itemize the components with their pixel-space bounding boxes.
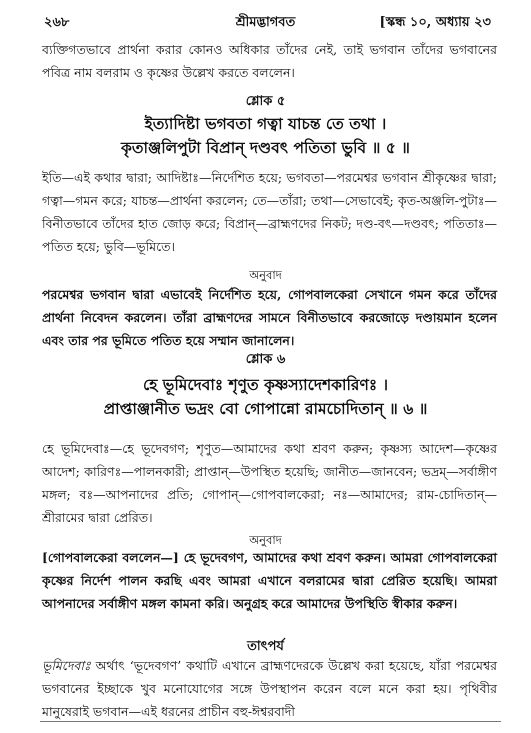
- purport-heading: তাৎপর্য: [247, 639, 284, 654]
- verse-5-translation: [42, 283, 497, 352]
- verse-6-line-2: প্রাপ্তাঞ্জানীত ভদ্রং বো গোপান্নো রামচোদিতান্ ॥ ৬ ॥: [103, 399, 428, 418]
- verse-6-translation: [42, 546, 497, 615]
- verse-5-translation-text: পরমেশ্বর ভগবান দ্বারা এভাবেই নির্দেশিত হয়ে, গোপবালকেরা সেখানে গমন করে তাঁদের প্রার্থনা নিবেদন করলেন। তাঁরা ব্রাহ্মণদের সামনে বিনীতভাবে করজোড়ে দণ্ডায়মান হলেন এবং তার পর ভূমিতে পতিত হয়ে সম্মান জানালেন।: [42, 287, 497, 348]
- verse-5-heading: শ্লোক ৫: [245, 94, 286, 109]
- purport-paragraph: [42, 654, 497, 723]
- verse-6-sanskrit: [0, 373, 531, 421]
- verse-6-translation-heading: অনুবাদ: [249, 533, 282, 547]
- verse-6-synonyms-text: হে ভূমিদেবাঃ—হে ভূদেবগণ; শৃণুত—আমাদের কথা শ্রবণ করুন; কৃষ্ণস্য আদেশ—কৃষ্ণের আদেশ; কারিণঃ—পালনকারী; প্রাপ্তান্—উপস্থিত হয়েছি; জানীত—জানবেন; ভদ্রম্—সর্বাঙ্গীণ মঙ্গল; বঃ—আপনাদের প্রতি; গোপান্—গোপবালকেরা; নঃ—আমাদের; রাম-চোদিতান্—শ্রীরামের দ্বারা প্রেরিত।: [42, 441, 497, 525]
- verse-5-translation-heading: অনুবাদ: [249, 268, 282, 282]
- verse-5-line-1: ইত্যাদিষ্টা ভগবতা গত্বা যাচন্ত তে তথা ।: [144, 114, 387, 133]
- book-title: শ্রীমদ্ভাগবত: [235, 15, 296, 30]
- verse-5-synonyms: [42, 166, 497, 258]
- chapter-location: [স্কন্ধ ১০, অধ্যায় ২৩: [379, 15, 491, 30]
- intro-paragraph: [42, 38, 497, 84]
- verse-5-line-2: কৃতাঞ্জলিপুটা বিপ্রান্ দণ্ডবৎ পতিতা ভুবি ॥ ৫ ॥: [121, 138, 410, 157]
- verse-6-translation-text: [গোপবালকেরা বললেন—] হে ভূদেবগণ, আমাদের কথা শ্রবণ করুন। আমরা গোপবালকেরা কৃষ্ণের নির্দেশ পালন করছি এবং আমরা এখানে বলরামের দ্বারা প্রেরিত হয়েছি। আমরা আপনাদের সর্বাঙ্গীণ মঙ্গল কামনা করি। অনুগ্রহ করে আমাদের উপস্থিতি স্বীকার করুন।: [42, 550, 497, 611]
- verse-6-line-1: হে ভূমিদেবাঃ শৃণুত কৃষ্ণস্যাদেশকারিণঃ ।: [142, 375, 389, 394]
- verse-6-synonyms: [42, 437, 497, 529]
- page-number: ২৬৮: [44, 15, 70, 30]
- purport-text: [42, 654, 497, 723]
- verse-6-heading: শ্লোক ৬: [245, 352, 286, 367]
- footer-divider: [40, 721, 501, 722]
- purport-body: অর্থাৎ ‘ভূদেবগণ’ কথাটি এখানে ব্রাহ্মণদেরকে উল্লেখ করা হয়েছে, যাঁরা পরমেশ্বর ভগবানের ইচ্ছাকে খুব মনোযোগের সঙ্গে উপস্থাপন করেন বলে মনে করা হয়। পৃথিবীর মানুষেরাই ভগবান—এই ধরনের প্রাচীন বহু-ঈশ্বরবাদী: [42, 658, 497, 719]
- intro-text: ব্যক্তিগতভাবে প্রার্থনা করার কোনও অধিকার তাঁদের নেই, তাই ভগবান তাঁদের ভগবানের পবিত্র নাম বলরাম ও কৃষ্ণের উল্লেখ করতে বললেন।: [42, 42, 497, 80]
- verse-5-synonyms-text: ইতি—এই কথার দ্বারা; আদিষ্টাঃ—নির্দেশিত হয়ে; ভগবতা—পরমেশ্বর ভগবান শ্রীকৃষ্ণের দ্বারা; গত্বা—গমন করে; যাচন্ত—প্রার্থনা করলেন; তে—তাঁরা; তথা—সেভাবেই; কৃত-অঞ্জলি-পুটাঃ—বিনীতভাবে তাঁদের হাত জোড় করে; বিপ্রান্—ব্রাহ্মণদের নিকট; দণ্ড-বৎ—দণ্ডবৎ; পতিতাঃ—পতিত হয়ে; ভুবি—ভূমিতে।: [42, 170, 497, 254]
- page-header: [40, 13, 491, 35]
- purport-term: ভূমিদেবাঃ: [42, 658, 91, 673]
- verse-5-sanskrit: [0, 112, 531, 160]
